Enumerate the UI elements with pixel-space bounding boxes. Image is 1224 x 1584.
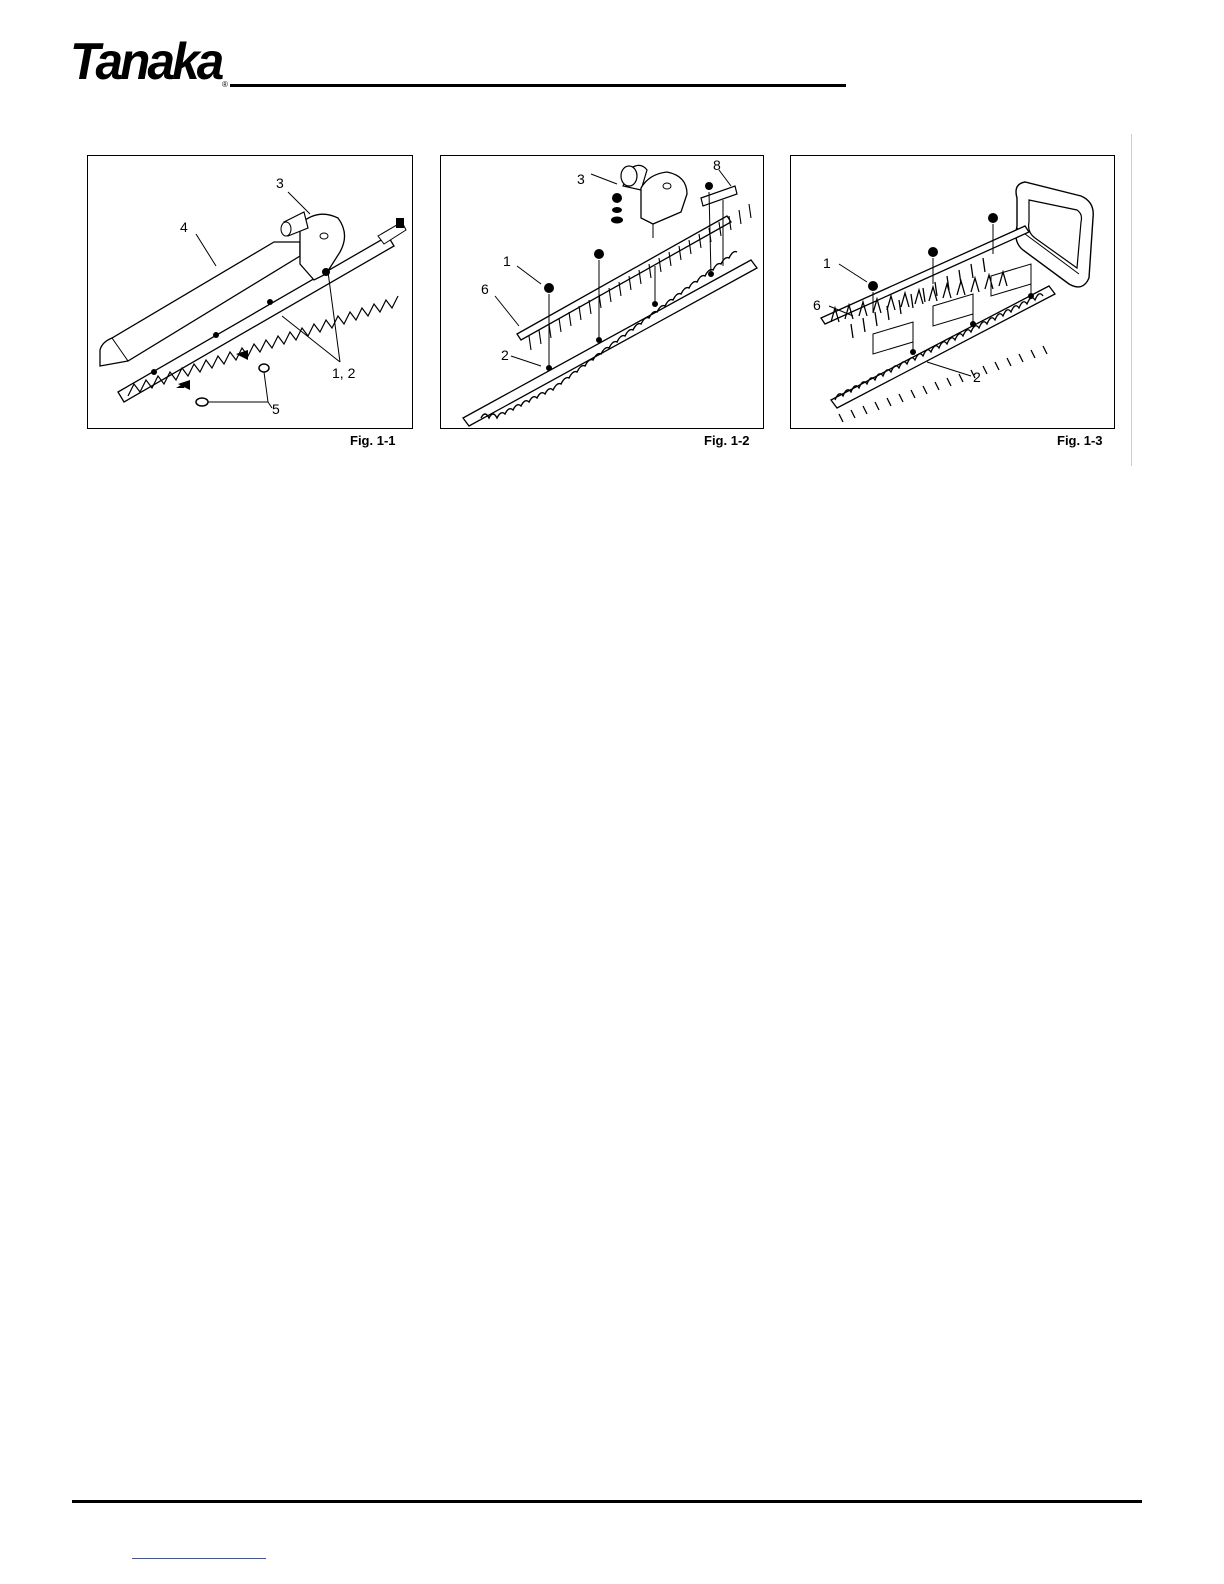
fig2-label-1: 1 bbox=[503, 253, 511, 269]
figure-1-3 bbox=[790, 155, 1115, 429]
fig1-label-1-2: 1, 2 bbox=[332, 365, 356, 381]
fig3-label-6: 6 bbox=[813, 297, 821, 313]
fig3-label-1: 1 bbox=[823, 255, 831, 271]
figure-1-2-caption: Fig. 1-2 bbox=[704, 433, 750, 448]
footer-rule bbox=[72, 1500, 1142, 1503]
fig3-label-2: 2 bbox=[973, 369, 981, 385]
figure-1-3-drawing bbox=[791, 156, 1115, 429]
fig1-label-3: 3 bbox=[276, 175, 284, 191]
brand-logo: Tanaka bbox=[70, 33, 222, 91]
footer-link-underline[interactable] bbox=[132, 1558, 266, 1559]
header-rule bbox=[230, 84, 846, 87]
fig2-label-6: 6 bbox=[481, 281, 489, 297]
figure-1-2 bbox=[440, 155, 764, 429]
fig2-label-3: 3 bbox=[577, 171, 585, 187]
fig1-label-4: 4 bbox=[180, 219, 188, 235]
fig2-label-2: 2 bbox=[501, 347, 509, 363]
registered-mark: ® bbox=[222, 80, 228, 89]
figure-1-2-drawing bbox=[441, 156, 764, 429]
figure-1-1-caption: Fig. 1-1 bbox=[350, 433, 396, 448]
figure-1-1-drawing bbox=[88, 156, 413, 429]
fig1-label-5: 5 bbox=[272, 401, 280, 417]
figure-1-1 bbox=[87, 155, 413, 429]
fig2-label-8: 8 bbox=[713, 157, 721, 173]
side-rule bbox=[1131, 134, 1132, 466]
figure-1-3-caption: Fig. 1-3 bbox=[1057, 433, 1103, 448]
